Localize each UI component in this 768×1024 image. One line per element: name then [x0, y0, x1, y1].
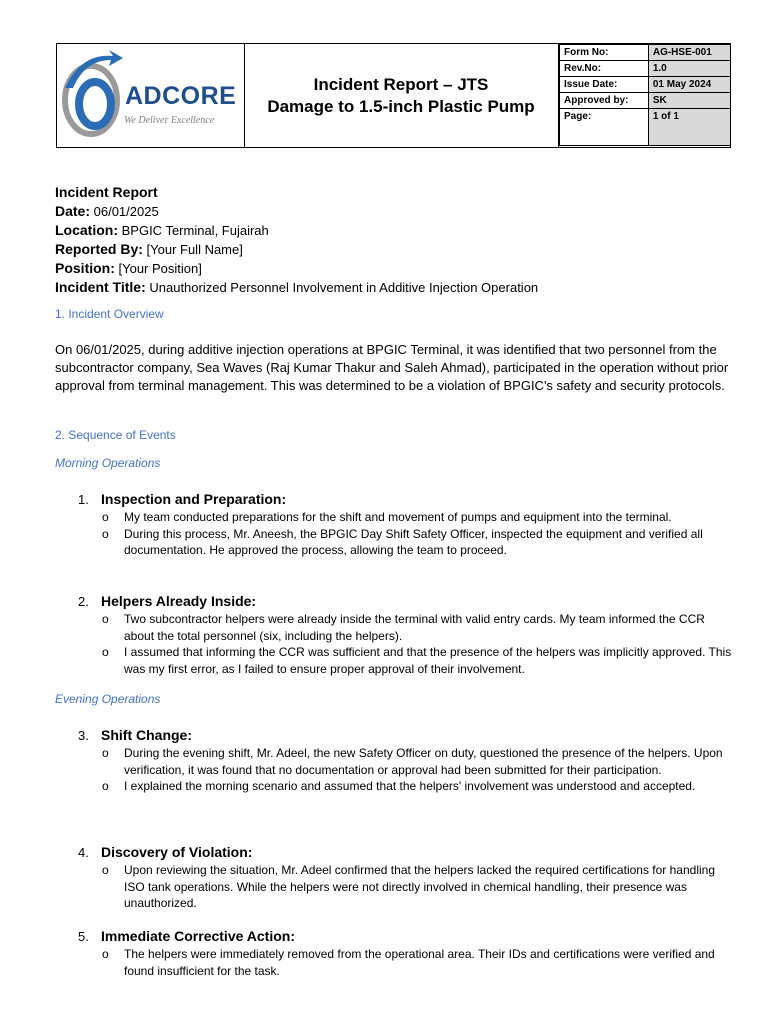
list-item: o During the evening shift, Mr. Adeel, the new Safety Officer on duty, questioned the presence of the helpers. Upon verification, it was found that no documentation or approval had been submitted for their participation.	[102, 746, 723, 777]
meta-row	[560, 77, 731, 93]
report-date: Date: 06/01/2025	[55, 203, 159, 219]
meta-row	[560, 45, 731, 61]
meta-row	[560, 61, 731, 77]
bullet-icon: o	[102, 947, 109, 961]
bullet-icon: o	[102, 746, 109, 760]
list-item: o Upon reviewing the situation, Mr. Adeel confirmed that the helpers lacked the required certifications for handling ISO tank operations. While the helpers were not directly involved in chemical handling, their presence was unauthorized.	[102, 863, 715, 910]
logo-tagline: We Deliver Excellence	[124, 115, 215, 126]
document-title-line2: Damage to 1.5-inch Plastic Pump	[267, 96, 535, 116]
event-item-5	[78, 927, 738, 979]
report-heading: Incident Report	[55, 184, 158, 200]
list-item: o The helpers were immediately removed from the operational area. Their IDs and certifications were verified and found insufficient for the task.	[102, 947, 715, 978]
meta-value: SK	[648, 93, 730, 109]
item-title: Immediate Corrective Action:	[101, 928, 295, 944]
meta-value: 01 May 2024	[648, 77, 730, 93]
list-item: o I assumed that informing the CCR was sufficient and that the presence of the helpers was implicitly approved. This was my first error, as I failed to ensure proper approval of their involvement.	[102, 645, 732, 676]
document-header	[56, 43, 731, 148]
item-number: 3.	[78, 728, 89, 743]
report-incident-title: Incident Title: Unauthorized Personnel Involvement in Additive Injection Operation	[55, 279, 539, 295]
meta-label: Form No:	[560, 45, 649, 61]
list-item: o My team conducted preparations for the shift and movement of pumps and equipment into the terminal.	[102, 510, 672, 524]
bullet-icon: o	[102, 612, 109, 626]
bullet-icon: o	[102, 510, 109, 524]
item-title: Inspection and Preparation:	[101, 491, 287, 507]
list-item: o Two subcontractor helpers were already inside the terminal with valid entry cards. My team informed the CCR about the total personnel (six, including the helpers).	[102, 612, 705, 643]
form-meta-table	[559, 44, 731, 146]
meta-row	[560, 93, 731, 109]
item-title: Shift Change:	[101, 727, 192, 743]
subheading-morning: Morning Operations	[55, 456, 161, 470]
event-item-1	[78, 490, 738, 559]
document-title-line1: Incident Report – JTS	[313, 74, 489, 94]
event-item-3	[78, 726, 738, 795]
item-title: Discovery of Violation:	[101, 844, 253, 860]
meta-label: Rev.No:	[560, 61, 649, 77]
item-number: 2.	[78, 594, 89, 609]
meta-label: Page:	[560, 109, 649, 146]
list-item: o I explained the morning scenario and assumed that the helpers' involvement was understood and accepted.	[102, 779, 696, 793]
meta-label: Approved by:	[560, 93, 649, 109]
meta-value: AG-HSE-001	[648, 45, 730, 61]
meta-row	[560, 109, 731, 146]
section-heading-sequence: 2. Sequence of Events	[55, 428, 176, 442]
item-number: 4.	[78, 845, 89, 860]
meta-label: Issue Date:	[560, 77, 649, 93]
logo-cell	[57, 44, 245, 147]
meta-value: 1 of 1	[648, 109, 730, 146]
adcore-logo-icon	[61, 48, 125, 140]
report-reported-by: Reported By: [Your Full Name]	[55, 241, 243, 257]
report-details	[55, 183, 538, 297]
meta-value: 1.0	[648, 61, 730, 77]
bullet-icon: o	[102, 863, 109, 877]
report-position: Position: [Your Position]	[55, 260, 202, 276]
section-heading-overview: 1. Incident Overview	[55, 307, 164, 321]
title-cell	[244, 44, 559, 147]
item-number: 5.	[78, 929, 89, 944]
report-location: Location: BPGIC Terminal, Fujairah	[55, 222, 269, 238]
bullet-icon: o	[102, 779, 109, 793]
item-number: 1.	[78, 492, 89, 507]
event-item-4	[78, 843, 738, 912]
event-item-2	[78, 592, 738, 677]
item-title: Helpers Already Inside:	[101, 593, 257, 609]
bullet-icon: o	[102, 645, 109, 659]
bullet-icon: o	[102, 526, 109, 541]
overview-paragraph: On 06/01/2025, during additive injection operations at BPGIC Terminal, it was identified that two personnel from the subcontractor company, Sea Waves (Raj Kumar Thakur and Saleh Ahmad), participated in the operation without prior approval from terminal management. This was determined to be a violation of BPGIC's safety and security protocols.	[55, 342, 729, 393]
list-item: o During this process, Mr. Aneesh, the BPGIC Day Shift Safety Officer, inspected the equipment and verified all documentation. He approved the process, allowing the team to proceed.	[102, 526, 703, 557]
subheading-evening: Evening Operations	[55, 692, 161, 706]
logo-wordmark: ADCORE	[125, 82, 237, 110]
